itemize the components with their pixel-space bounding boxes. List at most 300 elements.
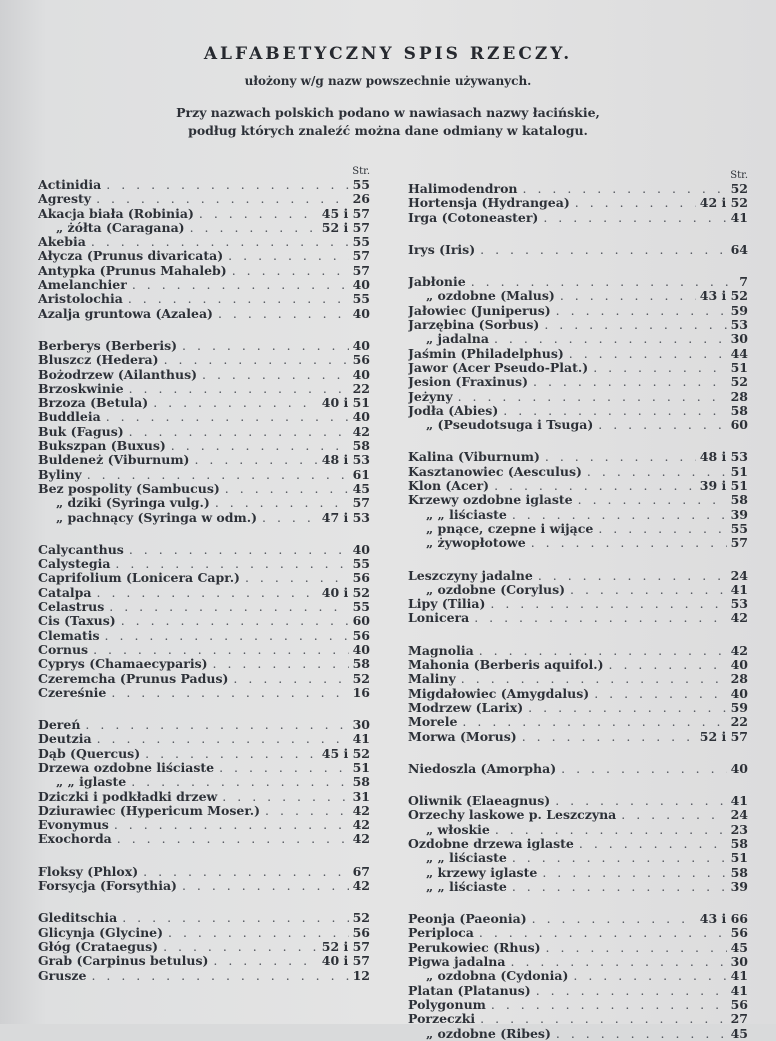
- entry-name: Porzeczki: [408, 1012, 476, 1027]
- index-column-right: [408, 170, 748, 1041]
- index-entry: [38, 468, 370, 482]
- leader-dots: [86, 969, 348, 983]
- entry-name: „ „ liściaste: [426, 851, 507, 866]
- leader-dots: [82, 468, 349, 482]
- page-subtitle: ułożony w/g nazw powszechnie używanych.: [244, 74, 532, 88]
- entry-name: Drzewa ozdobne liściaste: [38, 760, 215, 775]
- entry-page-number: 53: [730, 318, 748, 333]
- index-entry: [408, 998, 748, 1012]
- entry-name: Cis (Taxus): [38, 614, 116, 629]
- section-gap: [408, 551, 748, 569]
- entry-name: Buddleia: [38, 410, 101, 425]
- leader-dots: [210, 496, 349, 510]
- section-gap: [408, 744, 748, 762]
- entry-page-number: 52: [730, 182, 748, 196]
- index-entry: [408, 465, 748, 479]
- index-entry: [408, 644, 748, 658]
- index-entry: [408, 672, 748, 686]
- index-list-right: [408, 182, 748, 1041]
- entry-page-number: 55: [352, 235, 370, 250]
- entry-page-number: 56: [352, 571, 370, 586]
- entry-page-number: 57: [730, 536, 748, 551]
- index-entry: [38, 543, 370, 557]
- entry-page-number: 40: [352, 542, 370, 557]
- entry-name: „ „ iglaste: [56, 775, 127, 790]
- entry-name: Periploca: [408, 926, 474, 941]
- leader-dots: [86, 235, 349, 249]
- index-entry: [408, 941, 748, 955]
- leader-dots: [140, 747, 318, 761]
- entry-name: Bożodrzew (Ailanthus): [38, 367, 198, 382]
- index-entry: [408, 762, 748, 776]
- entry-name: Gleditschia: [38, 911, 118, 926]
- entry-page-number: 56: [730, 926, 748, 941]
- entry-name: „ ozdobna (Cydonia): [426, 969, 569, 984]
- index-entry: [38, 425, 370, 439]
- leader-dots: [80, 718, 348, 732]
- leader-dots: [570, 196, 696, 210]
- index-entry: [38, 832, 370, 846]
- index-entry: [408, 569, 748, 583]
- entry-page-number: 42: [352, 803, 370, 818]
- entry-name: Deutzia: [38, 732, 92, 747]
- entry-name: Dąb (Quercus): [38, 746, 141, 761]
- leader-dots: [456, 672, 727, 686]
- entry-page-number: 55: [352, 600, 370, 615]
- leader-dots: [588, 361, 726, 375]
- leader-dots: [100, 629, 349, 643]
- index-entry: [38, 410, 370, 424]
- entry-page-number: 56: [352, 628, 370, 643]
- entry-name: Grusze: [38, 968, 87, 983]
- entry-name: Caprifolium (Lonicera Capr.): [38, 571, 240, 586]
- index-entry: [38, 557, 370, 571]
- leader-dots: [124, 543, 349, 557]
- entry-name: „ krzewy iglaste: [426, 865, 538, 880]
- leader-dots: [565, 583, 727, 597]
- index-entry: [38, 818, 370, 832]
- leader-dots: [260, 804, 349, 818]
- leader-dots: [539, 318, 726, 332]
- entry-name: Oliwnik (Elaeagnus): [408, 794, 551, 809]
- entry-name: Aristolochia: [38, 292, 123, 307]
- index-entry: [408, 182, 748, 196]
- leader-dots: [92, 732, 349, 746]
- section-gap: [408, 776, 748, 794]
- entry-name: Leszczyny jadalne: [408, 568, 533, 583]
- entry-page-number: 45: [730, 940, 748, 955]
- leader-dots: [124, 382, 349, 396]
- entry-page-number: 52 i 57: [321, 939, 370, 954]
- entry-name: Jarzębina (Sorbus): [408, 318, 540, 333]
- leader-dots: [551, 1027, 727, 1041]
- leader-dots: [214, 761, 349, 775]
- section-gap: [38, 700, 370, 718]
- entry-page-number: 41: [730, 983, 748, 998]
- index-entry: [408, 687, 748, 701]
- entry-page-number: 30: [352, 718, 370, 733]
- leader-dots: [194, 207, 318, 221]
- entry-name: Agresty: [38, 192, 92, 207]
- index-entry: [408, 493, 748, 507]
- index-entry: [38, 496, 370, 510]
- leader-dots: [453, 390, 727, 404]
- entry-name: Magnolia: [408, 643, 474, 658]
- index-entry: [38, 686, 370, 700]
- entry-page-number: 60: [730, 418, 748, 433]
- index-entry: [38, 586, 370, 600]
- index-entry: [408, 715, 748, 729]
- entry-name: Cornus: [38, 642, 89, 657]
- entry-page-number: 51: [352, 760, 370, 775]
- index-entry: [38, 940, 370, 954]
- index-entry: [408, 347, 748, 361]
- index-entry: [38, 221, 370, 235]
- leader-dots: [457, 715, 726, 729]
- entry-page-number: 28: [730, 389, 748, 404]
- index-entry: [408, 332, 748, 346]
- index-entry: [408, 597, 748, 611]
- index-entry: [408, 984, 748, 998]
- entry-name: Azalja gruntowa (Azalea): [38, 306, 213, 321]
- leader-dots: [604, 658, 727, 672]
- entry-page-number: 56: [352, 353, 370, 368]
- leader-dots: [537, 866, 726, 880]
- entry-page-number: 52: [352, 671, 370, 686]
- index-entry: [38, 353, 370, 367]
- entry-name: Cyprys (Chamaecyparis): [38, 657, 208, 672]
- leader-dots: [91, 192, 349, 206]
- entry-page-number: 16: [352, 685, 370, 700]
- leader-dots: [475, 1012, 726, 1026]
- index-entry: [408, 450, 748, 464]
- index-column-left: [38, 166, 370, 983]
- entry-name: Perukowiec (Rhus): [408, 940, 541, 955]
- entry-page-number: 23: [730, 822, 748, 837]
- entry-name: Morele: [408, 715, 458, 730]
- entry-page-number: 42: [352, 424, 370, 439]
- entry-name: Dziczki i podkładki drzew: [38, 789, 218, 804]
- entry-page-number: 31: [352, 789, 370, 804]
- entry-name: Modrzew (Larix): [408, 700, 524, 715]
- leader-dots: [506, 955, 727, 969]
- entry-name: Buldeneż (Viburnum): [38, 453, 190, 468]
- entry-page-number: 40 i 51: [321, 396, 370, 411]
- intro-note: [0, 104, 776, 140]
- entry-name: Antypka (Prunus Mahaleb): [38, 263, 227, 278]
- index-entry: [408, 955, 748, 969]
- entry-page-number: 59: [730, 700, 748, 715]
- leader-dots: [518, 182, 727, 196]
- entry-page-number: 42 i 52: [699, 196, 748, 211]
- leader-dots: [158, 940, 318, 954]
- leader-dots: [92, 586, 318, 600]
- entry-page-number: 41: [352, 732, 370, 747]
- index-entry: [408, 926, 748, 940]
- entry-name: Calystegia: [38, 557, 111, 572]
- leader-dots: [574, 837, 727, 851]
- leader-dots: [551, 304, 727, 318]
- leader-dots: [223, 249, 348, 263]
- entry-name: „ jadalna: [426, 332, 489, 347]
- entry-page-number: 55: [352, 292, 370, 307]
- leader-dots: [533, 569, 727, 583]
- entry-name: Niedoszla (Amorpha): [408, 761, 557, 776]
- leader-dots: [106, 686, 348, 700]
- entry-name: Irys (Iris): [408, 242, 476, 257]
- entry-page-number: 57: [352, 263, 370, 278]
- leader-dots: [589, 687, 726, 701]
- leader-dots: [185, 221, 318, 235]
- entry-page-number: 51: [730, 464, 748, 479]
- entry-name: Amelanchier: [38, 278, 127, 293]
- index-entry: [38, 865, 370, 879]
- page-column-header: Str.: [730, 170, 748, 181]
- entry-page-number: 56: [730, 997, 748, 1012]
- leader-dots: [526, 536, 727, 550]
- entry-name: Krzewy ozdobne iglaste: [408, 493, 573, 508]
- entry-page-number: 45: [352, 481, 370, 496]
- entry-name: Exochorda: [38, 832, 112, 847]
- entry-page-number: 51: [730, 851, 748, 866]
- index-entry: [38, 439, 370, 453]
- index-entry: [38, 307, 370, 321]
- entry-name: Dereń: [38, 718, 81, 733]
- leader-dots: [208, 657, 349, 671]
- entry-name: Migdałowiec (Amygdalus): [408, 686, 590, 701]
- entry-page-number: 58: [352, 439, 370, 454]
- index-entry: [38, 278, 370, 292]
- leader-dots: [189, 453, 317, 467]
- index-entry: [408, 866, 748, 880]
- entry-page-number: 61: [352, 467, 370, 482]
- leader-dots: [593, 418, 726, 432]
- leader-dots: [217, 790, 348, 804]
- entry-name: „ pnące, czepne i wijące: [426, 521, 594, 536]
- entry-page-number: 52 i 57: [321, 220, 370, 235]
- index-entry: [408, 404, 748, 418]
- entry-page-number: 53: [730, 597, 748, 612]
- leader-dots: [127, 278, 349, 292]
- leader-dots: [498, 404, 726, 418]
- intro-note-line: Przy nazwach polskich podano w nawiasach nazwy łacińskie,: [176, 105, 600, 120]
- entry-name: Morwa (Morus): [408, 729, 517, 744]
- leader-dots: [527, 912, 696, 926]
- index-entry: [38, 264, 370, 278]
- leader-dots: [159, 353, 349, 367]
- index-entry: [408, 611, 748, 625]
- leader-dots: [528, 375, 727, 389]
- index-entry: [38, 761, 370, 775]
- index-entry: [38, 747, 370, 761]
- entry-page-number: 39: [730, 507, 748, 522]
- entry-page-number: 43 i 66: [699, 912, 748, 927]
- entry-page-number: 43 i 52: [699, 289, 748, 304]
- index-entry: [408, 701, 748, 715]
- leader-dots: [541, 941, 727, 955]
- entry-page-number: 22: [730, 715, 748, 730]
- entry-page-number: 30: [730, 332, 748, 347]
- entry-name: „ włoskie: [426, 822, 490, 837]
- entry-page-number: 7: [739, 275, 748, 290]
- entry-page-number: 40: [730, 658, 748, 673]
- index-entry: [38, 790, 370, 804]
- leader-dots: [112, 832, 349, 846]
- index-entry: [38, 178, 370, 192]
- leader-dots: [124, 425, 349, 439]
- leader-dots: [550, 794, 726, 808]
- entry-name: Bluszcz (Hedera): [38, 353, 159, 368]
- entry-name: Byliny: [38, 467, 82, 482]
- leader-dots: [123, 292, 349, 306]
- entry-page-number: 48 i 53: [321, 453, 370, 468]
- index-entry: [408, 851, 748, 865]
- entry-name: Polygonum: [408, 997, 486, 1012]
- leader-dots: [110, 557, 348, 571]
- entry-page-number: 39 i 51: [699, 479, 748, 494]
- leader-dots: [208, 954, 317, 968]
- entry-name: Orzechy laskowe p. Leszczyna: [408, 808, 617, 823]
- index-entry: [38, 657, 370, 671]
- entry-page-number: 58: [730, 865, 748, 880]
- index-entry: [38, 911, 370, 925]
- entry-page-number: 41: [730, 210, 748, 225]
- entry-page-number: 55: [730, 521, 748, 536]
- index-entry: [408, 418, 748, 432]
- index-entry: [38, 804, 370, 818]
- leader-dots: [485, 597, 726, 611]
- entry-page-number: 45 i 57: [321, 206, 370, 221]
- entry-page-number: 45: [730, 1026, 748, 1041]
- leader-dots: [490, 823, 727, 837]
- index-entry: [408, 375, 748, 389]
- entry-page-number: 58: [352, 775, 370, 790]
- entry-page-number: 60: [352, 614, 370, 629]
- section-gap: [38, 525, 370, 543]
- entry-page-number: 67: [352, 864, 370, 879]
- leader-dots: [213, 307, 349, 321]
- page-column-header: Str.: [352, 166, 370, 177]
- entry-page-number: 40: [352, 306, 370, 321]
- leader-dots: [227, 264, 349, 278]
- entry-name: „ ozdobne (Corylus): [426, 582, 566, 597]
- entry-name: Jawor (Acer Pseudo-Plat.): [408, 360, 589, 375]
- entry-name: Platan (Platanus): [408, 983, 531, 998]
- index-entry: [408, 1027, 748, 1041]
- leader-dots: [469, 611, 726, 625]
- leader-dots: [138, 865, 348, 879]
- leader-dots: [126, 775, 348, 789]
- leader-dots: [177, 339, 349, 353]
- section-gap: [408, 225, 748, 243]
- entry-page-number: 51: [730, 360, 748, 375]
- entry-name: Jesion (Fraxinus): [408, 375, 529, 390]
- index-entry: [38, 453, 370, 467]
- entry-page-number: 22: [352, 381, 370, 396]
- entry-page-number: 40 i 57: [321, 954, 370, 969]
- index-entry: [408, 361, 748, 375]
- index-entry: [408, 658, 748, 672]
- entry-page-number: 40: [730, 686, 748, 701]
- entry-name: Lipy (Tilia): [408, 597, 486, 612]
- entry-page-number: 30: [730, 955, 748, 970]
- index-entry: [408, 912, 748, 926]
- section-gap: [38, 893, 370, 911]
- leader-dots: [593, 522, 726, 536]
- entry-page-number: 40: [352, 410, 370, 425]
- leader-dots: [523, 701, 726, 715]
- entry-page-number: 42: [730, 643, 748, 658]
- leader-dots: [117, 911, 348, 925]
- index-entry: [408, 969, 748, 983]
- entry-page-number: 24: [730, 808, 748, 823]
- leader-dots: [507, 851, 727, 865]
- entry-page-number: 57: [352, 496, 370, 511]
- entry-name: Jodła (Abies): [408, 403, 499, 418]
- entry-name: Floksy (Phlox): [38, 864, 139, 879]
- entry-name: Calycanthus: [38, 542, 124, 557]
- entry-page-number: 58: [730, 836, 748, 851]
- leader-dots: [474, 926, 727, 940]
- leader-dots: [101, 410, 349, 424]
- index-entry: [38, 954, 370, 968]
- entry-name: „ „ liściaste: [426, 507, 507, 522]
- entry-name: Głóg (Crataegus): [38, 939, 159, 954]
- leader-dots: [101, 178, 348, 192]
- entry-name: Irga (Cotoneaster): [408, 210, 539, 225]
- entry-name: Kasztanowiec (Aesculus): [408, 464, 582, 479]
- index-entry: [38, 482, 370, 496]
- index-entry: [408, 508, 748, 522]
- index-entry: [408, 289, 748, 303]
- index-entry: [408, 390, 748, 404]
- leader-dots: [540, 450, 696, 464]
- entry-page-number: 56: [352, 925, 370, 940]
- entry-name: „ (Pseudotsuga i Tsuga): [426, 418, 594, 433]
- entry-name: Klon (Acer): [408, 479, 490, 494]
- entry-name: Brzoskwinie: [38, 381, 124, 396]
- entry-name: Bukszpan (Buxus): [38, 439, 166, 454]
- leader-dots: [555, 289, 696, 303]
- entry-page-number: 42: [352, 879, 370, 894]
- leader-dots: [474, 644, 727, 658]
- entry-page-number: 41: [730, 582, 748, 597]
- section-gap: [408, 432, 748, 450]
- entry-page-number: 27: [730, 1012, 748, 1027]
- entry-name: Ozdobne drzewa iglaste: [408, 836, 574, 851]
- index-entry: [38, 879, 370, 893]
- index-entry: [38, 969, 370, 983]
- entry-name: „ żółta (Caragana): [56, 220, 185, 235]
- entry-name: „ ozdobne (Malus): [426, 289, 555, 304]
- entry-name: Czeremcha (Prunus Padus): [38, 671, 229, 686]
- leader-dots: [109, 818, 349, 832]
- index-entry: [38, 339, 370, 353]
- leader-dots: [148, 396, 318, 410]
- entry-name: Buk (Fagus): [38, 424, 124, 439]
- entry-name: Jabłonie: [408, 275, 466, 290]
- index-entry: [38, 775, 370, 789]
- entry-page-number: 57: [352, 249, 370, 264]
- entry-page-number: 40 i 52: [321, 585, 370, 600]
- section-gap: [408, 257, 748, 275]
- entry-page-number: 40: [352, 278, 370, 293]
- entry-name: Catalpa: [38, 585, 92, 600]
- leader-dots: [507, 880, 727, 894]
- index-entry: [408, 522, 748, 536]
- leader-dots: [116, 614, 349, 628]
- leader-dots: [163, 926, 349, 940]
